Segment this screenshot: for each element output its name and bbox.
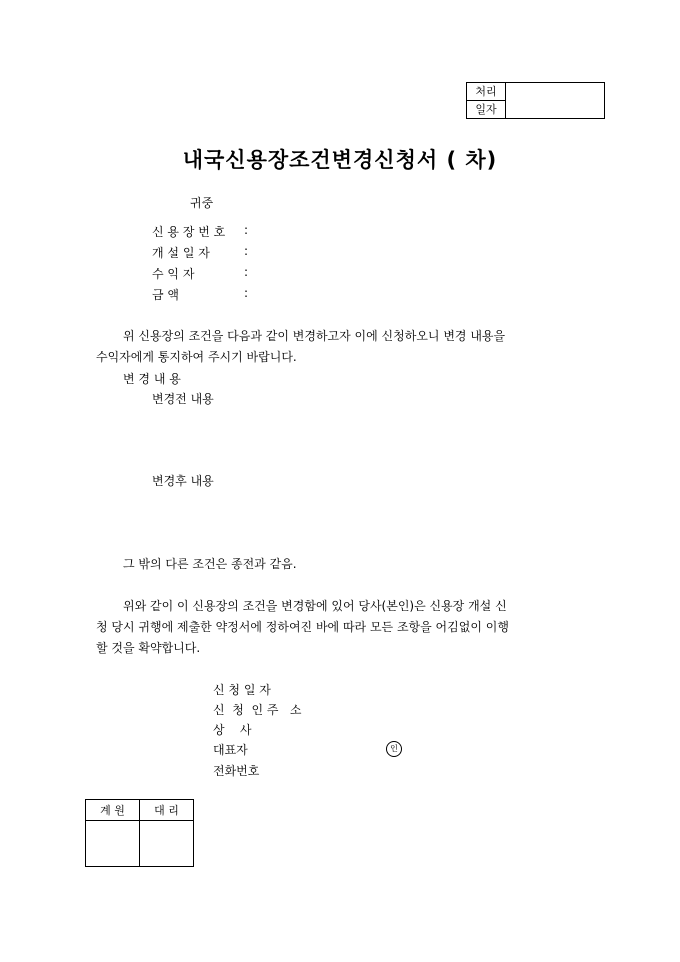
pledge-text-line1: 위와 같이 이 신용장의 조건을 변경함에 있어 당사(본인)은 신용장 개설 신: [123, 599, 507, 613]
applicant-address-label: 신 청 인 주 소: [213, 703, 302, 717]
pledge-text-line3: 할 것을 확약합니다.: [96, 641, 201, 655]
clerk-sign-cell[interactable]: [86, 821, 140, 867]
change-heading: 변 경 내 용: [123, 372, 181, 386]
approval-box: [85, 799, 194, 867]
document-title: 내국신용장조건변경신청서 ( 차): [182, 148, 498, 172]
lc-number-label: 신 용 장 번 호: [152, 225, 226, 239]
phone-label: 전화번호: [213, 764, 260, 778]
amount-label: 금 액: [152, 288, 179, 302]
deputy-sign-cell[interactable]: [140, 821, 194, 867]
processing-date-box: [466, 82, 605, 119]
pledge-text-line2: 청 당시 귀행에 제출한 약정서에 정하여진 바에 따라 모든 조항을 어김없이 이행: [96, 620, 509, 634]
beneficiary-label: 수 익 자: [152, 267, 195, 281]
open-date-label: 개 설 일 자: [152, 246, 210, 260]
processing-label: 처리: [467, 83, 506, 101]
other-conditions-text: 그 밖의 다른 조건은 종전과 같음.: [123, 557, 297, 571]
recipient-label: 귀중: [190, 196, 214, 210]
lc-number-colon: :: [244, 223, 249, 237]
intro-text-line1: 위 신용장의 조건을 다음과 같이 변경하고자 이에 신청하오니 변경 내용을: [123, 329, 506, 343]
representative-label: 대표자: [213, 743, 248, 757]
intro-text-line2: 수익자에게 통지하여 주시기 바랍니다.: [96, 350, 297, 364]
processing-date-value[interactable]: [506, 83, 605, 119]
date-label: 일자: [467, 101, 506, 119]
open-date-colon: :: [244, 244, 249, 258]
amount-colon: :: [244, 286, 249, 300]
company-label: 상 사: [213, 723, 252, 737]
clerk-header: 계 원: [86, 800, 140, 821]
seal-mark: 인: [386, 741, 402, 757]
after-change-label: 변경후 내용: [152, 474, 214, 488]
application-date-label: 신 청 일 자: [213, 683, 271, 697]
before-change-label: 변경전 내용: [152, 392, 214, 406]
beneficiary-colon: :: [244, 265, 249, 279]
deputy-header: 대 리: [140, 800, 194, 821]
